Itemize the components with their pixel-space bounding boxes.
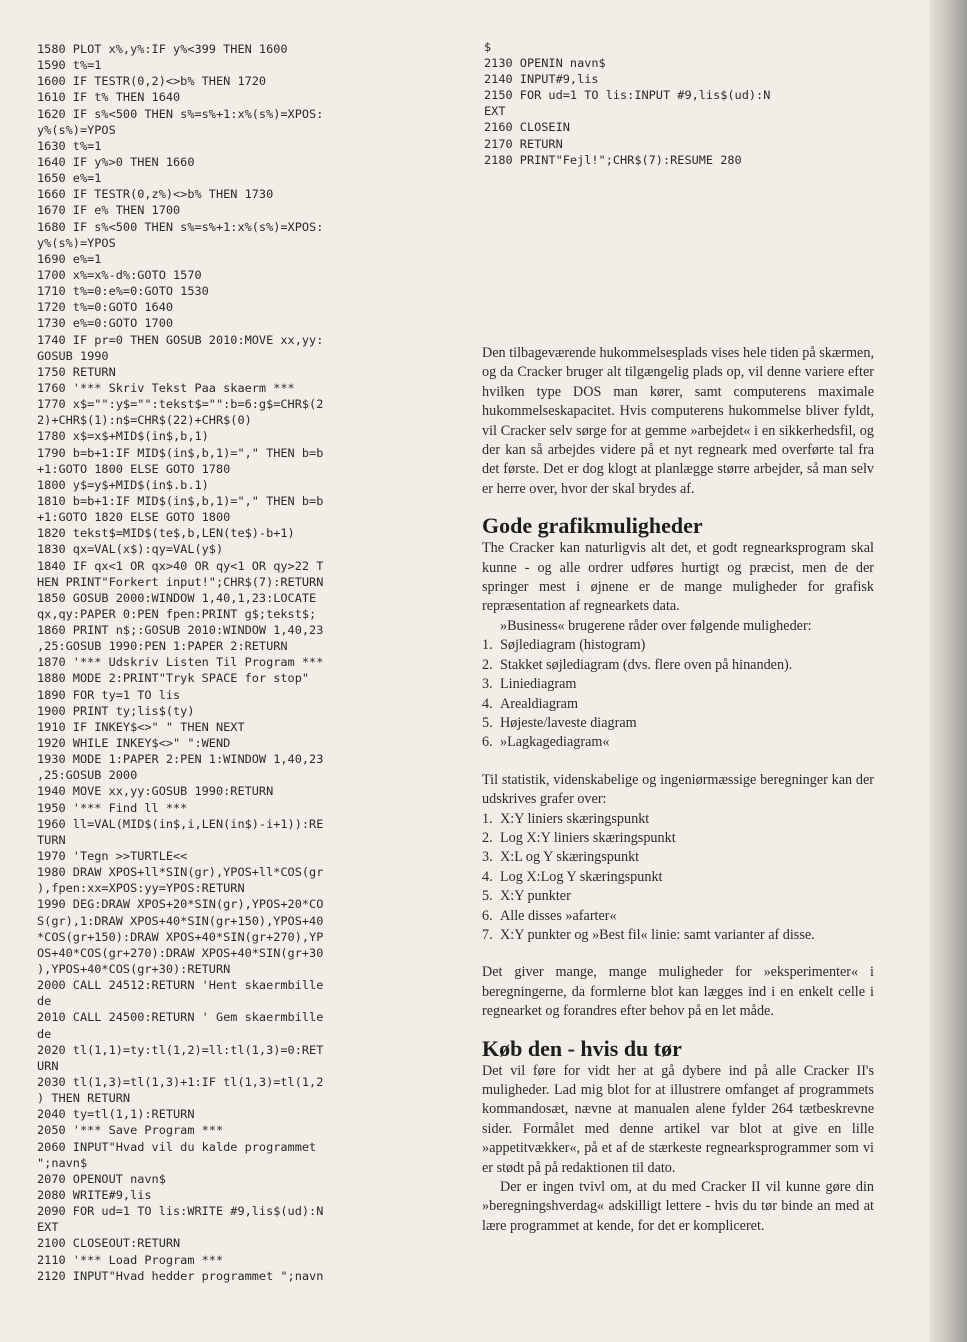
list-item [482,810,874,829]
code-line: ,25:GOSUB 1990:PEN 1:PAPER 2:RETURN [37,639,288,654]
code-line: 2)+CHR$(1):n$=CHR$(22)+CHR$(0) [37,413,252,428]
code-line: de [37,994,52,1009]
code-line: +1:GOTO 1820 ELSE GOTO 1800 [37,510,231,525]
code-line: 1600 IF TESTR(0,2)<>b% THEN 1720 [37,74,267,89]
conclusion-paragraph: Der er ingen tvivl om, at du med Cracker II vil kunne gøre din »beregningshverdag« adskilligt lettere - hvis du tør binde an med at lære programmet at kende, for det er kompliceret. [482,1179,874,1234]
code-line: GOSUB 1990 [37,348,109,363]
code-line: ) THEN RETURN [37,1091,131,1106]
code-line: 1720 t%=0:GOTO 1640 [37,300,174,315]
list-item-text: Log X:Y liniers skæringspunkt [500,829,676,846]
list-item-number: 6. [482,734,493,751]
code-line: 2170 RETURN [484,136,563,151]
code-line: 2000 CALL 24512:RETURN 'Hent skaermbille [37,978,324,993]
code-line: ),fpen:xx=XPOS:yy=YPOS:RETURN [37,881,245,896]
intro-paragraph: Den tilbageværende hukommelsesplads vises hele tiden på skærmen, og da Cracker bruger alt tilgængelig plads op, vil denne variere efter hvilken type DOS man kører, samt computerens maximale hukommelseskapacitet. Hvis computerens hukommelse bliver fyldt, vil Cracker selv sørge for at gemme »arbejdet« i en sikkerhedsfil, og der kan så arbejdes videre på et nyt regneark med overførte tal fra det første. Det er dog klogt at planlægge større arbejder, så man selv er herre over, hvor der skal brydes af. [482,345,874,497]
code-line: 2090 FOR ud=1 TO lis:WRITE #9,lis$(ud):N [37,1204,324,1219]
list-item-number: 4. [482,695,493,712]
code-line: 2100 CLOSEOUT:RETURN [37,1236,181,1251]
list-item-number: 6. [482,907,493,924]
list-item-text: Liniediagram [500,676,577,693]
basic-listing-right-column [484,39,884,168]
code-line: 1610 IF t% THEN 1640 [37,90,181,105]
article-body [482,344,874,1236]
code-line: 2130 OPENIN navn$ [484,56,606,71]
code-line: 1770 x$="":y$="":tekst$="":b=6:g$=CHR$(2 [37,397,324,412]
list-item-text: Søjlediagram (histogram) [500,637,646,654]
code-line: y%(s%)=YPOS [37,122,116,137]
code-line: 1850 GOSUB 2000:WINDOW 1,40,1,23:LOCATE [37,590,317,605]
list-item [482,675,874,694]
manual-paragraph: Det vil føre for vidt her at gå dybere ind på alle Cracker II's muligheder. Lad mig blot for at illustrere omfanget af programmets kommandosæt, nævne at manualen alene fylder 264 tætbeskrevne sider. Formålet med denne artikel var blot at give en lille »appetitvækker«, på et af de stærkeste regnearksprogrammer som vi er stødt på på redaktionen til dato. [482,1062,874,1176]
business-chart-list [482,636,874,752]
list-item-number: 3. [482,849,493,866]
code-line: y%(s%)=YPOS [37,235,116,250]
code-line: 1650 e%=1 [37,171,102,186]
list-item [482,868,874,887]
code-line: 1730 e%=0:GOTO 1700 [37,316,174,331]
statistics-graph-list [482,810,874,946]
code-line: 2140 INPUT#9,lis [484,72,599,87]
code-line: S(gr),1:DRAW XPOS+40*SIN(gr+150),YPOS+40 [37,913,324,928]
experiments-paragraph: Det giver mange, mange muligheder for »eksperimenter« i beregningerne, da formlerne blot kan lægges ind i en enkelt celle i regnearket og forandres efter behov på en let måde. [482,964,874,1020]
code-line: 1690 e%=1 [37,251,102,266]
code-line: ),YPOS+40*COS(gr+30):RETURN [37,962,231,977]
code-line: 2080 WRITE#9,lis [37,1187,152,1202]
code-line: 1980 DRAW XPOS+ll*SIN(gr),YPOS+ll*COS(gr [37,865,324,880]
list-item-number: 2. [482,656,493,673]
code-line: 1590 t%=1 [37,58,102,73]
code-line: 1620 IF s%<500 THEN s%=s%+1:x%(s%)=XPOS: [37,106,324,121]
code-line: 2110 '*** Load Program *** [37,1252,224,1267]
list-item [482,848,874,867]
code-line: ";navn$ [37,1155,88,1170]
code-line: 1740 IF pr=0 THEN GOSUB 2010:MOVE xx,yy: [37,332,324,347]
list-item-text: Alle disses »afarter« [500,907,617,924]
code-line: 2150 FOR ud=1 TO lis:INPUT #9,lis$(ud):N [484,88,771,103]
business-paragraph: »Business« brugerene råder over følgende muligheder: [500,617,812,634]
code-line: 1890 FOR ty=1 TO lis [37,687,181,702]
code-line: 1940 MOVE xx,yy:GOSUB 1990:RETURN [37,784,274,799]
list-item-text: Log X:Log Y skæringspunkt [500,868,663,885]
graphics-paragraph: The Cracker kan naturligvis alt det, et godt regnearksprogram skal kunne - og alle ordrer udføres hurtigt og præcist, men de der springer mest i øjnene er de mange muligheder for grafisk repræsentation af regnearkets data. [482,540,874,615]
list-item-text: X:Y liniers skæringspunkt [500,810,650,827]
list-item-number: 2. [482,829,493,846]
code-line: 1580 PLOT x%,y%:IF y%<399 THEN 1600 [37,42,288,56]
list-item-number: 1. [482,810,493,827]
section-heading-buy: Køb den - hvis du tør [482,1035,682,1061]
list-item [482,926,874,945]
code-line: 1860 PRINT n$;:GOSUB 2010:WINDOW 1,40,23 [37,623,324,638]
code-line: 2180 PRINT"Fejl!";CHR$(7):RESUME 280 [484,152,742,167]
list-item-text: Højeste/laveste diagram [500,714,637,731]
code-line: 1920 WHILE INKEY$<>" ":WEND [37,736,231,751]
list-item-text: X:L og Y skæringspunkt [500,849,640,866]
code-line: 1880 MODE 2:PRINT"Tryk SPACE for stop" [37,671,310,686]
list-item [482,695,874,714]
code-line: qx,qy:PAPER 0:PEN fpen:PRINT g$;tekst$; [37,606,317,621]
list-item-number: 5. [482,888,493,905]
code-line: 1660 IF TESTR(0,z%)<>b% THEN 1730 [37,187,274,202]
list-item-number: 1. [482,637,493,654]
code-line: 1910 IF INKEY$<>" " THEN NEXT [37,719,245,734]
code-line: 2120 INPUT"Hvad hedder programmet ";navn [37,1268,324,1283]
list-item [482,829,874,848]
list-item [482,733,874,752]
statistics-paragraph: Til statistik, videnskabelige og ingeniørmæssige beregninger kan der udskrives grafer over: [482,771,874,808]
code-line: OS+40*COS(gr+270):DRAW XPOS+40*SIN(gr+30 [37,945,324,960]
code-line: 1900 PRINT ty;lis$(ty) [37,703,195,718]
code-line: TURN [37,832,66,847]
code-line: $ [484,40,492,54]
code-line: 1760 '*** Skriv Tekst Paa skaerm *** [37,380,295,395]
code-line: 2030 tl(1,3)=tl(1,3)+1:IF tl(1,3)=tl(1,2 [37,1075,324,1089]
list-item-text: X:Y punkter [500,888,571,905]
code-line: 1810 b=b+1:IF MID$(in$,b,1)="," THEN b=b [37,493,324,508]
code-line: 1840 IF qx<1 OR qx>40 OR qy<1 OR qy>22 T [37,558,324,573]
code-line: URN [37,1058,59,1073]
list-item [482,887,874,906]
code-line: 2020 tl(1,1)=ty:tl(1,2)=ll:tl(1,3)=0:RET [37,1042,324,1057]
code-line: 1700 x%=x%-d%:GOTO 1570 [37,267,202,282]
list-item-number: 7. [482,926,493,943]
code-line: 1680 IF s%<500 THEN s%=s%+1:x%(s%)=XPOS: [37,219,324,234]
code-line: 1780 x$=x$+MID$(in$,b,1) [37,429,209,444]
code-line: de [37,1026,52,1041]
basic-listing-left-column [37,41,429,1284]
code-line: 1830 qx=VAL(x$):qy=VAL(y$) [37,542,224,557]
code-line: HEN PRINT"Forkert input!";CHR$(7):RETURN [37,574,324,589]
list-item [482,656,874,675]
code-line: 1800 y$=y$+MID$(in$.b.1) [37,477,209,492]
list-item-text: »Lagkagediagram« [500,734,610,751]
code-line: +1:GOTO 1800 ELSE GOTO 1780 [37,461,231,476]
code-line: 1930 MODE 1:PAPER 2:PEN 1:WINDOW 1,40,23 [37,752,324,767]
code-line: 1640 IF y%>0 THEN 1660 [37,154,195,169]
list-item-text: Stakket søjlediagram (dvs. flere oven på hinanden). [500,656,793,673]
code-line: 1820 tekst$=MID$(te$,b,LEN(te$)-b+1) [37,526,295,541]
code-line: 1870 '*** Udskriv Listen Til Program *** [37,655,324,670]
code-line: 2050 '*** Save Program *** [37,1123,224,1138]
code-line: 2070 OPENOUT navn$ [37,1171,166,1186]
code-line: 1710 t%=0:e%=0:GOTO 1530 [37,284,209,299]
page-edge-shadow [929,0,967,1342]
list-item-text: X:Y punkter og »Best fil« linie: samt varianter af disse. [500,926,815,943]
code-line: EXT [484,104,506,119]
list-item [482,636,874,655]
list-item-text: Arealdiagram [500,695,578,712]
code-line: 2060 INPUT"Hvad vil du kalde programmet [37,1139,317,1154]
code-line: 1950 '*** Find ll *** [37,800,188,815]
code-line: 2040 ty=tl(1,1):RETURN [37,1107,195,1122]
list-item-number: 3. [482,676,493,693]
code-line: 1630 t%=1 [37,138,102,153]
code-line: 1670 IF e% THEN 1700 [37,203,181,218]
list-item [482,907,874,926]
list-item-number: 4. [482,868,493,885]
section-heading-graphics: Gode grafikmuligheder [482,513,703,539]
code-line: EXT [37,1220,59,1235]
code-line: *COS(gr+150):DRAW XPOS+40*SIN(gr+270),YP [37,929,324,944]
code-line: 1960 ll=VAL(MID$(in$,i,LEN(in$)-i+1)):RE [37,816,324,831]
code-line: 1790 b=b+1:IF MID$(in$,b,1)="," THEN b=b [37,445,324,460]
code-line: ,25:GOSUB 2000 [37,768,138,783]
code-line: 1990 DEG:DRAW XPOS+20*SIN(gr),YPOS+20*CO [37,897,324,912]
code-line: 1970 'Tegn >>TURTLE<< [37,849,188,864]
list-item-number: 5. [482,714,493,731]
list-item [482,714,874,733]
code-line: 1750 RETURN [37,364,116,379]
code-line: 2160 CLOSEIN [484,120,570,135]
code-line: 2010 CALL 24500:RETURN ' Gem skaermbille [37,1010,324,1025]
